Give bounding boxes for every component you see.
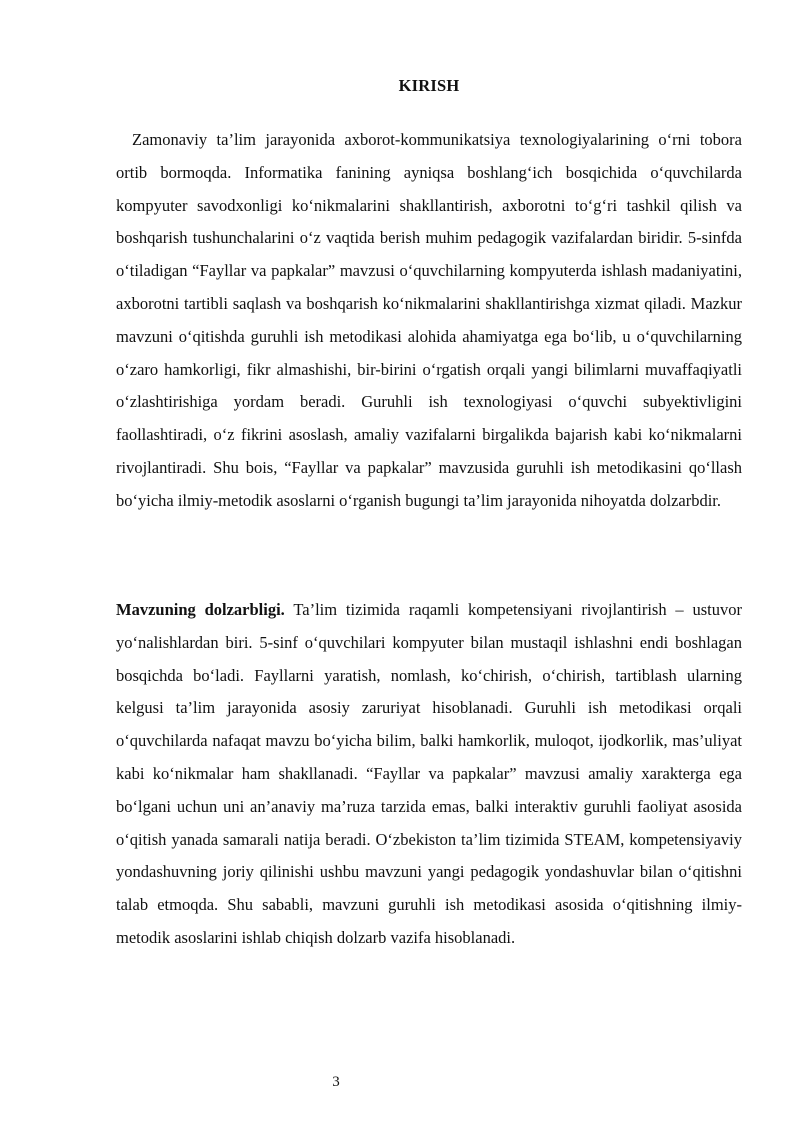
relevance-paragraph (116, 594, 742, 955)
relevance-body: Ta’lim tizimida raqamli kompetensiyani rivojlantirish – ustuvor yo‘nalishlardan biri. 5-sinf o‘quvchilari kompyuter bilan mustaqil ishlashni endi boshlagan bosqichda bo‘ladi. Fayllarni yaratish, nomlash, ko‘chirish, o‘chirish, tartiblash ularning kelgusi ta’lim jarayonida asosiy zaruriyat hisoblanadi. Guruhli ish metodikasi orqali o‘quvchilarda nafaqat mavzu bo‘yicha bilim, balki hamkorlik, muloqot, ijodkorlik, mas’uliyat kabi ko‘nikmalar ham shakllanadi. “Fayllar va papkalar” mavzusi amaliy xarakterga ega bo‘lgani uchun uni an’anaviy ma’ruza tarzida emas, balki interaktiv guruhli faoliyat asosida o‘qitish yanada samarali natija beradi. O‘zbekiston ta’lim tizimida STEAM, kompetensiyaviy yondashuvning joriy qilinishi ushbu mavzuni yangi pedagogik yondashuvlar bilan o‘qitishni talab etmoqda. Shu sababli, mavzuni guruhli ish metodikasi asosida o‘qitishning ilmiy-metodik asoslarini ishlab chiqish dolzarb vazifa hisoblanadi. (116, 600, 742, 947)
section-title: KIRISH (398, 76, 460, 95)
relevance-heading: Mavzuning dolzarbligi. (116, 600, 285, 619)
document-page (116, 0, 742, 1131)
page-number: 3 (332, 1074, 340, 1090)
intro-paragraph: Zamonaviy ta’lim jarayonida axborot-kommunikatsiya texnologiyalarining o‘rni tobora ortib bormoqda. Informatika fanining ayniqsa boshlang‘ich bosqichida o‘quvchilarda kompyuter savodxonligi ko‘nikmalarini shakllantirish, axborotni to‘g‘ri tashkil qilish va boshqarish tushunchalarini o‘z vaqtida berish muhim pedagogik vazifalardan biridir. 5-sinfda o‘tiladigan “Fayllar va papkalar” mavzusi o‘quvchilarning kompyuterda ishlash madaniyatini, axborotni tartibli saqlash va boshqarish ko‘nikmalarini shakllantirishga xizmat qiladi. Mazkur mavzuni o‘qitishda guruhli ish metodikasi alohida ahamiyatga ega bo‘lib, u o‘quvchilarning o‘zaro hamkorligi, fikr almashishi, bir-birini o‘rgatish orqali yangi bilimlarni muvaffaqiyatli o‘zlashtirishiga yordam beradi. Guruhli ish texnologiyasi o‘quvchi subyektivligini faollashtiradi, o‘z fikrini asoslash, amaliy vazifalarni birgalikda bajarish kabi ko‘nikmalarni rivojlantiradi. Shu bois, “Fayllar va papkalar” mavzusida guruhli ish metodikasini qo‘llash bo‘yicha ilmiy-metodik asoslarni o‘rganish bugungi ta’lim jarayonida nihoyatda dolzarbdir. (116, 130, 742, 510)
